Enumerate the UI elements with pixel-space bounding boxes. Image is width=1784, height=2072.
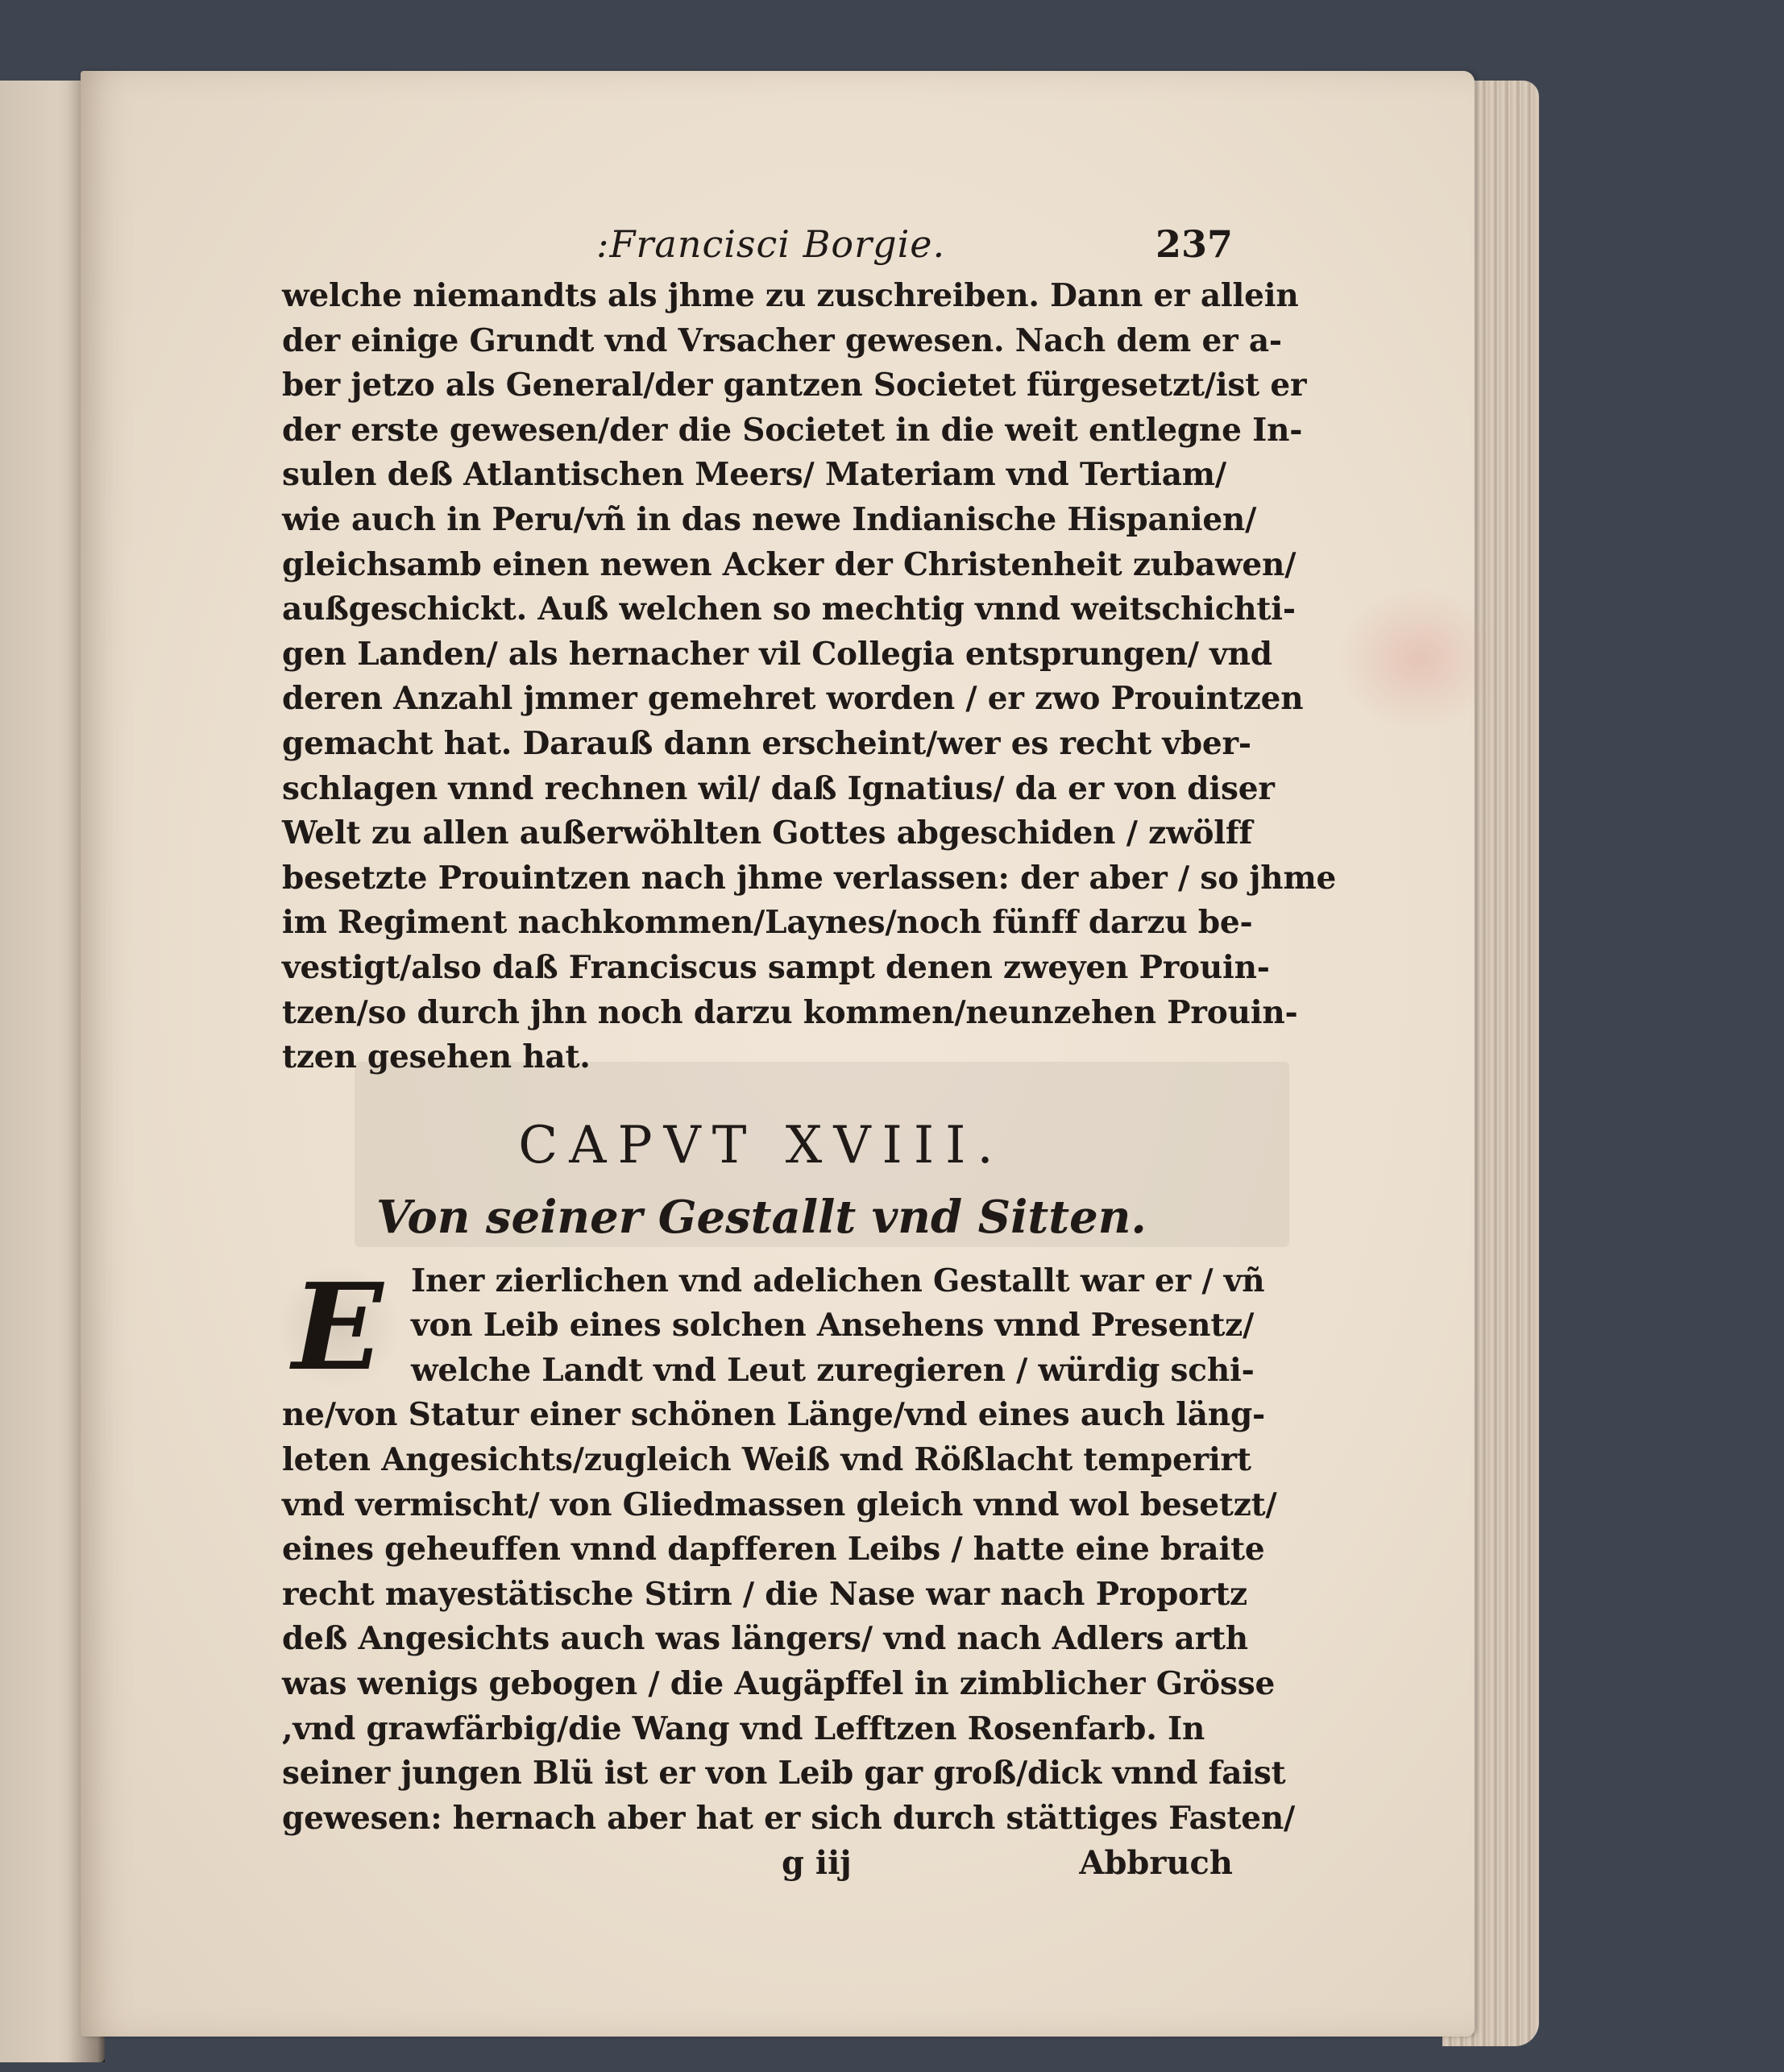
text-line: tzen/so durch jhn noch darzu kommen/neunzehen Prouin- [282, 993, 1298, 1031]
paragraph-1 [282, 274, 1337, 1080]
signature-mark: g iij [782, 1844, 852, 1883]
text-line: deß Angesichts auch was längers/ vnd nach Adlers arth [282, 1620, 1248, 1658]
text-line: seiner jungen Blü ist er von Leib gar groß/dick vnnd faist [282, 1755, 1286, 1792]
text-line: gewesen: hernach aber hat er sich durch stättiges Fasten/ [282, 1799, 1296, 1837]
chapter-subtitle: Von seiner Gestallt vnd Sitten. [376, 1190, 1147, 1244]
text-line: tzen gesehen hat. [282, 1038, 591, 1076]
text-line: vnd vermischt/ von Gliedmassen gleich vnnd wol besetzt/ [282, 1486, 1277, 1523]
text-line: der einige Grundt vnd Vrsacher gewesen. Nach dem er a- [282, 321, 1282, 359]
text-line: der erste gewesen/der die Societet in die weit entlegne In- [282, 411, 1303, 449]
running-head [282, 216, 1241, 274]
text-line: was wenigs gebogen / die Augäpffel in zimblicher Grösse [282, 1665, 1276, 1703]
text-line: ,vnd grawfärbig/die Wang vnd Lefftzen Rosenfarb. In [282, 1709, 1205, 1747]
text-line: außgeschickt. Auß welchen so mechtig vnnd weitschichti- [282, 591, 1296, 628]
text-line: wie auch in Peru/vñ in das newe Indianische Hispanien/ [282, 500, 1257, 538]
text-line: recht mayestätische Stirn / die Nase war nach Proportz [282, 1575, 1247, 1613]
paper-stain [1338, 586, 1499, 731]
page-text [282, 216, 1337, 1891]
text-line: eines geheuffen vnnd dapfferen Leibs / hatte eine braite [282, 1531, 1265, 1569]
text-line: welche Landt vnd Leut zuregieren / würdig schi- [411, 1351, 1255, 1389]
text-line: gleichsamb einen newen Acker der Christenheit zubawen/ [282, 545, 1297, 583]
text-line: vestigt/also daß Franciscus sampt denen zweyen Prouin- [282, 948, 1270, 986]
text-line: gen Landen/ als hernacher vil Collegia entsprungen/ vnd [282, 635, 1272, 673]
text-line: deren Anzahl jmmer gemehret worden / er zwo Prouintzen [282, 680, 1304, 718]
running-title: :Francisci Borgie. [596, 222, 946, 266]
text-line: leten Angesichts/zugleich Weiß vnd Rößlacht temperirt [282, 1441, 1251, 1479]
text-line: gemacht hat. Darauß dann erscheint/wer es recht vber- [282, 724, 1251, 762]
catchword: Abbruch [1079, 1844, 1233, 1883]
text-line: Iner zierlichen vnd adelichen Gestallt war er / vñ [411, 1262, 1265, 1299]
text-line: ber jetzo als General/der gantzen Societet fürgesetzt/ist er [282, 367, 1307, 404]
text-line: Welt zu allen außerwöhlten Gottes abgeschiden / zwölff [282, 814, 1253, 852]
text-line: im Regiment nachkommen/Laynes/noch fünff darzu be- [282, 904, 1253, 942]
text-line: besetzte Prouintzen nach jhme verlassen: der aber / so jhme [282, 859, 1337, 897]
decorated-initial: E [277, 1262, 398, 1391]
page-footer [282, 1842, 1241, 1891]
text-line: schlagen vnnd rechnen wil/ daß Ignatius/ da er von diser [282, 769, 1275, 807]
chapter-heading: CAPVT XVIII. [518, 1115, 1005, 1175]
text-line: von Leib eines solchen Ansehens vnnd Presentz/ [411, 1307, 1255, 1345]
text-line: welche niemandts als jhme zu zuschreiben. Dann er allein [282, 277, 1299, 314]
text-line: ne/von Statur einer schönen Länge/vnd eines auch läng- [282, 1396, 1266, 1434]
text-line: sulen deß Atlantischen Meers/ Materiam vnd Tertiam/ [282, 456, 1226, 494]
paragraph-2 [282, 1256, 1296, 1842]
page-number: 237 [1155, 222, 1233, 266]
